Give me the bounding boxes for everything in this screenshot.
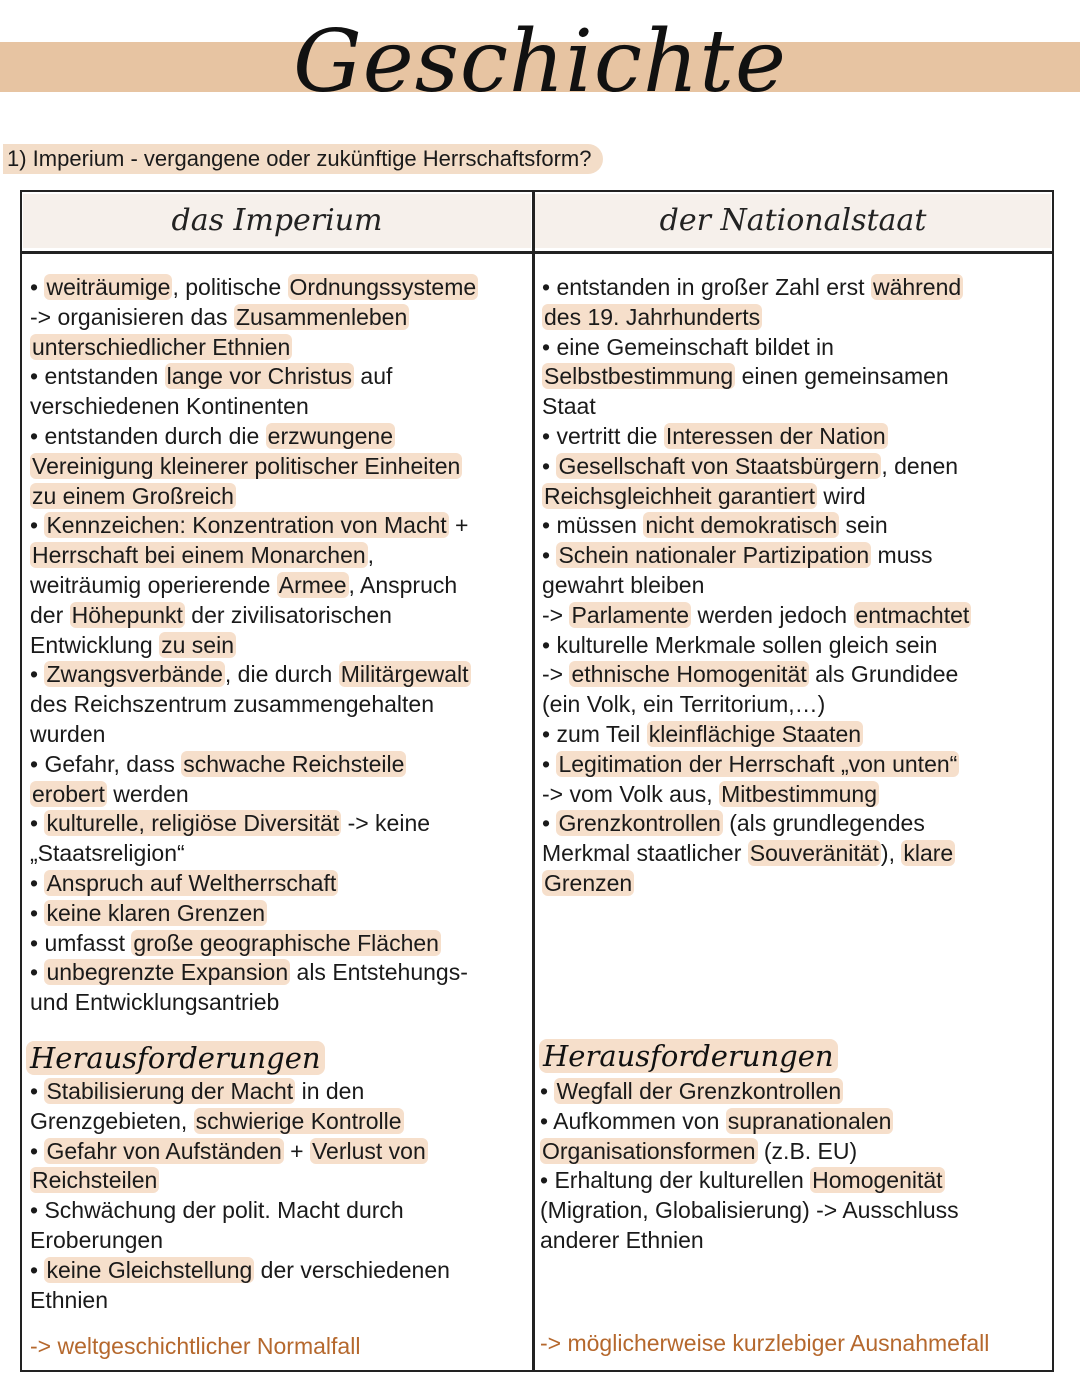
highlighted-text: Stabilisierung der Macht [46, 1078, 294, 1104]
text-line: -> organisieren das Zusammenleben [30, 303, 408, 330]
highlighted-text: Vereinigung kleinerer politischer Einheiten [32, 452, 461, 479]
highlighted-text: klare [903, 840, 954, 867]
text-line [30, 482, 478, 512]
text-line: (Migration, Globalisierung) -> Ausschluss [540, 1197, 959, 1224]
highlighted-text: Zusammenleben [235, 303, 408, 330]
text-line: • umfasst große geographische Flächen [30, 929, 439, 956]
highlighted-text: Mitbestimmung [721, 780, 877, 807]
highlighted-text: Grenzen [544, 869, 633, 896]
question-heading: 1) Imperium - vergangene oder zukünftige Herrschaftsform? [3, 144, 603, 174]
text-line: „Staatsreligion“ [30, 840, 185, 867]
highlighted-text: Interessen der Nation [665, 422, 886, 449]
nationalstaat-challenges-heading: Herausforderungen [539, 1039, 838, 1073]
text-line: • Kennzeichen: Konzentration von Macht + [30, 512, 469, 539]
highlighted-text: des 19. Jahrhunderts [544, 303, 761, 330]
text-line: • Erhaltung der kulturellen Homogenität [540, 1167, 943, 1194]
text-line [30, 452, 478, 482]
highlighted-text: Höhepunkt [71, 601, 183, 628]
text-line: (ein Volk, ein Territorium,…) [542, 691, 826, 718]
text-line: • Wegfall der Grenzkontrollen [540, 1078, 842, 1104]
text-line: Entwicklung zu sein [30, 631, 234, 658]
text-line: • Gefahr, dass schwache Reichsteile [30, 750, 405, 777]
highlighted-text: unterschiedlicher Ethnien [32, 333, 291, 360]
text-line: der Höhepunkt der zivilisatorischen [30, 601, 392, 628]
highlighted-text: Militärgewalt [340, 661, 469, 688]
text-line: Ethnien [30, 1286, 109, 1313]
highlighted-text: Legitimation der Herrschaft „von unten“ [558, 750, 958, 777]
nationalstaat-challenges [540, 1077, 959, 1256]
text-line: Reichsgleichheit garantiert wird [544, 482, 866, 509]
highlighted-text: kleinflächige Staaten [648, 720, 862, 747]
highlighted-text: Herrschaft bei einem Monarchen [32, 542, 366, 569]
text-line: • zum Teil kleinflächige Staaten [542, 720, 862, 747]
highlighted-text: Reichsgleichheit garantiert [544, 482, 816, 509]
text-line [542, 303, 971, 333]
table-header-divider [20, 251, 1054, 254]
column-heading-imperium: das Imperium [23, 194, 531, 248]
imperium-features [30, 273, 478, 1018]
text-line: • Grenzkontrollen (als grundlegendes [542, 810, 925, 837]
text-line: -> vom Volk aus, Mitbestimmung [542, 780, 877, 807]
text-line: • kulturelle Merkmale sollen gleich sein [542, 631, 938, 658]
highlighted-text: schwierige Kontrolle [195, 1107, 402, 1134]
highlighted-text: Gefahr von Aufständen [46, 1137, 282, 1164]
text-line: • Legitimation der Herrschaft „von unten“ [542, 750, 958, 777]
highlighted-text: Grenzkontrollen [558, 810, 721, 837]
text-line: verschiedenen Kontinenten [30, 393, 309, 420]
text-line: erobert werden [32, 780, 189, 807]
highlighted-text: erobert [32, 780, 105, 807]
text-line: • Stabilisierung der Macht in den [30, 1078, 365, 1104]
highlighted-text: Armee [278, 571, 347, 598]
text-line: -> Parlamente werden jedoch entmachtet [542, 601, 970, 628]
text-line: • Schwächung der polit. Macht durch [30, 1197, 404, 1224]
highlighted-text: unbegrenzte Expansion [46, 959, 289, 986]
highlighted-text: Selbstbestimmung [544, 363, 734, 390]
text-line: • vertritt die Interessen der Nation [542, 422, 886, 449]
text-line: Grenzgebieten, schwierige Kontrolle [30, 1107, 402, 1134]
text-line: • unbegrenzte Expansion als Entstehungs- [30, 959, 468, 986]
highlighted-text: zu einem Großreich [32, 482, 234, 509]
column-heading-nationalstaat: der Nationalstaat [535, 194, 1051, 248]
text-line: • Aufkommen von supranationalen [540, 1107, 892, 1134]
highlighted-text: Homogenität [812, 1167, 943, 1194]
imperium-challenges-heading: Herausforderungen [26, 1041, 325, 1075]
highlighted-text: entmachtet [855, 601, 970, 628]
nationalstaat-features [542, 273, 971, 899]
highlighted-text: Parlamente [571, 601, 690, 628]
highlighted-text: Kennzeichen: Konzentration von Macht [46, 512, 447, 539]
text-line: Staat [542, 393, 596, 420]
highlighted-text: Wegfall der Grenzkontrollen [556, 1078, 842, 1104]
text-line: • weiträumige, politische Ordnungssysteme [30, 274, 477, 300]
text-line: • Zwangsverbände, die durch Militärgewalt [30, 661, 469, 688]
highlighted-text: während [872, 274, 962, 300]
highlighted-text: kulturelle, religiöse Diversität [46, 810, 340, 837]
text-line: • entstanden in großer Zahl erst während [542, 274, 962, 300]
imperium-conclusion: -> weltgeschichtlicher Normalfall [30, 1333, 361, 1359]
text-line: Organisationsformen (z.B. EU) [542, 1137, 858, 1164]
highlighted-text: keine klaren Grenzen [46, 899, 266, 926]
highlighted-text: Zwangsverbände [46, 661, 223, 688]
highlighted-text: keine Gleichstellung [46, 1256, 253, 1283]
highlighted-text: ethnische Homogenität [571, 661, 807, 688]
text-line: • entstanden lange vor Christus auf [30, 363, 393, 390]
highlighted-text: Verlust von [311, 1137, 426, 1164]
highlighted-text: Anspruch auf Weltherrschaft [46, 869, 337, 896]
highlighted-text: Ordnungssysteme [289, 274, 477, 300]
text-line: Eroberungen [30, 1226, 163, 1253]
text-line: Herrschaft bei einem Monarchen, [32, 542, 375, 569]
highlighted-text: zu sein [161, 631, 234, 658]
text-line [30, 1166, 450, 1196]
highlighted-text: Gesellschaft von Staatsbürgern [558, 452, 880, 479]
highlighted-text: supranationalen [727, 1107, 892, 1134]
highlighted-text: Reichsteilen [32, 1167, 158, 1194]
text-line: Selbstbestimmung einen gemeinsamen [544, 363, 949, 390]
text-line: des Reichszentrum zusammengehalten [30, 691, 434, 718]
text-line: weiträumig operierende Armee, Anspruch [30, 571, 458, 598]
text-line: wurden [30, 720, 106, 747]
highlighted-text: Schein nationaler Partizipation [558, 542, 870, 569]
text-line: • Schein nationaler Partizipation muss [542, 542, 933, 569]
text-line [30, 333, 478, 363]
text-line: -> ethnische Homogenität als Grundidee [542, 661, 959, 688]
page-title: Geschichte [293, 12, 787, 112]
highlighted-text: nicht demokratisch [645, 512, 838, 539]
text-line: • keine klaren Grenzen [30, 899, 266, 926]
text-line: • Gesellschaft von Staatsbürgern, denen [542, 452, 959, 479]
highlighted-text: große geographische Flächen [133, 929, 439, 956]
highlighted-text: erzwungene [267, 422, 393, 449]
text-line: • Anspruch auf Weltherrschaft [30, 869, 337, 896]
highlighted-text: Souveränität [749, 840, 879, 867]
text-line: • entstanden durch die erzwungene [30, 422, 393, 449]
text-line [542, 869, 971, 899]
text-line: Merkmal staatlicher Souveränität), klare [542, 840, 954, 867]
text-line: • eine Gemeinschaft bildet in [542, 333, 834, 360]
text-line: anderer Ethnien [540, 1226, 704, 1253]
highlighted-text: weiträumige [46, 274, 171, 300]
table-column-divider [532, 190, 535, 1372]
text-line: • kulturelle, religiöse Diversität -> keine [30, 810, 431, 837]
highlighted-text: Organisationsformen [542, 1137, 756, 1164]
nationalstaat-conclusion: -> möglicherweise kurzlebiger Ausnahmefall [540, 1330, 990, 1356]
highlighted-text: lange vor Christus [166, 363, 353, 390]
imperium-challenges [30, 1077, 450, 1315]
text-line: • keine Gleichstellung der verschiedenen [30, 1256, 450, 1283]
highlighted-text: schwache Reichsteile [183, 750, 405, 777]
text-line: gewahrt bleiben [542, 571, 705, 598]
text-line: und Entwicklungsantrieb [30, 989, 280, 1016]
text-line: • Gefahr von Aufständen + Verlust von [30, 1137, 426, 1164]
text-line: • müssen nicht demokratisch sein [542, 512, 888, 539]
